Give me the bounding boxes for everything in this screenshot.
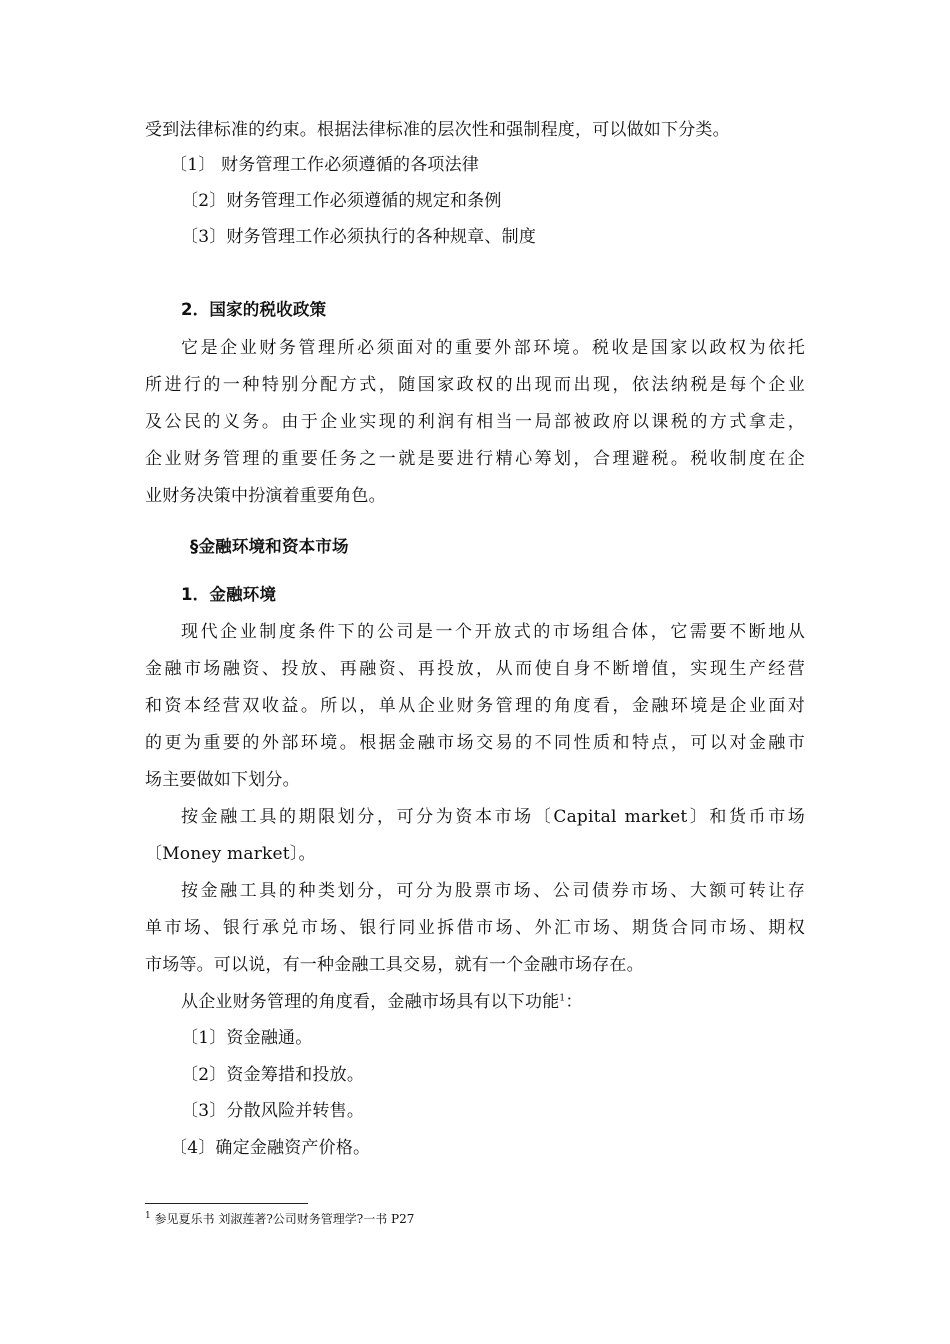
section-heading: 2．国家的税收政策 [181,300,327,319]
paragraph-line: 场主要做如下划分。 [145,770,300,790]
paragraph-line: 〔Money market〕。 [145,844,316,864]
paragraph-line: 受到法律标准的约束。根据法律标准的层次性和强制程度，可以做如下分类。 [145,120,730,140]
list-item: 〔4〕确定金融资产价格。 [170,1138,371,1158]
line-punctuation: ： [565,992,583,1012]
paragraph-line: 和资本经营双收益。所以，单从企业财务管理的角度看，金融环境是企业面对 [145,696,805,716]
footnote-marker: 1 [145,1211,151,1221]
paragraph-line: 及公民的义务。由于企业实现的利润有相当一局部被政府以课税的方式拿走， [145,412,805,432]
list-item: 〔3〕分散风险并转售。 [181,1101,365,1121]
paragraph-line: 市场等。可以说，有一种金融工具交易，就有一个金融市场存在。 [145,955,644,975]
list-item: 〔1〕 财务管理工作必须遵循的各项法律 [170,155,480,175]
paragraph-line: 单市场、银行承兑市场、银行同业拆借市场、外汇市场、期货合同市场、期权 [145,918,805,938]
paragraph-line: 按金融工具的种类划分，可分为股票市场、公司债券市场、大额可转让存 [181,881,805,901]
section-heading: §金融环境和资本市场 [190,537,349,556]
paragraph-line: 金融市场融资、投放、再融资、再投放，从而使自身不断增值，实现生产经营 [145,659,805,679]
paragraph-line: 现代企业制度条件下的公司是一个开放式的市场组合体，它需要不断地从 [181,622,805,642]
paragraph-line: 它是企业财务管理所必须面对的重要外部环境。税收是国家以政权为依托 [181,338,805,358]
list-item: 〔3〕财务管理工作必须执行的各种规章、制度 [181,227,537,247]
footnote-separator [145,1203,308,1204]
paragraph-line: 所进行的一种特别分配方式，随国家政权的出现而出现，依法纳税是每个企业 [145,375,805,395]
footnote-text: 参见夏乐书 刘淑莲著?公司财务管理学?一书 P27 [150,1212,415,1226]
list-item: 〔2〕财务管理工作必须遵循的规定和条例 [181,191,502,211]
list-item: 〔1〕资金融通。 [181,1028,313,1048]
paragraph-line: 的更为重要的外部环境。根据金融市场交易的不同性质和特点，可以对金融市 [145,733,805,753]
line-text: 从企业财务管理的角度看，金融市场具有以下功能 [181,992,560,1012]
paragraph-line: 业财务决策中扮演着重要角色。 [145,486,386,506]
footnote-reference[interactable]: 1 [559,993,566,1004]
footnote [145,1211,414,1227]
paragraph-line: 企业财务管理的重要任务之一就是要进行精心筹划，合理避税。税收制度在企 [145,449,805,469]
paragraph-line [181,991,583,1013]
list-item: 〔2〕资金筹措和投放。 [181,1065,365,1085]
section-heading: 1．金融环境 [181,585,277,604]
paragraph-line: 按金融工具的期限划分，可分为资本市场〔Capital market〕和货币市场 [181,807,805,827]
